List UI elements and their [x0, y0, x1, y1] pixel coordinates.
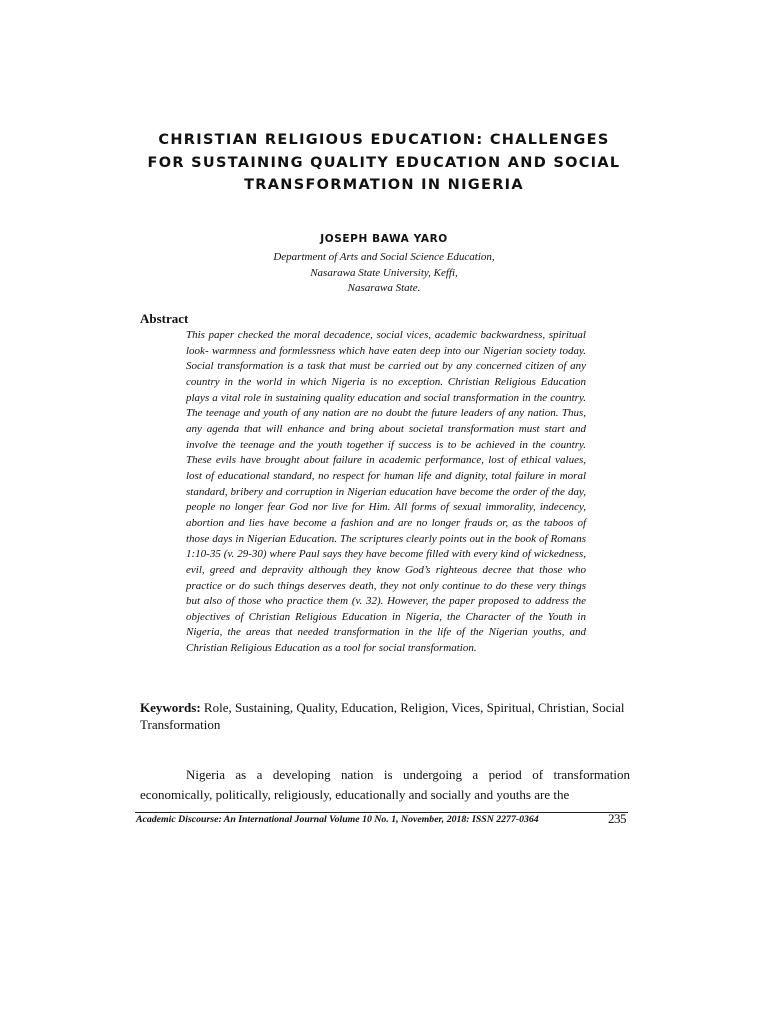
affiliation-line: Nasarawa State. — [347, 282, 421, 294]
affiliation-line: Nasarawa State University, Keffi, — [310, 266, 458, 279]
title-line: CHRISTIAN RELIGIOUS EDUCATION: CHALLENGES — [158, 132, 610, 148]
author-affiliation — [0, 250, 768, 297]
author-name: JOSEPH BAWA YARO — [320, 233, 448, 245]
footer-divider — [135, 812, 628, 813]
abstract-heading: Abstract — [140, 311, 189, 326]
title-line: FOR SUSTAINING QUALITY EDUCATION AND SOCIAL — [147, 154, 621, 171]
intro-paragraph: Nigeria as a developing nation is undergoing a period of transformation economically, politically, religiously, educationally and socially and youths are the — [140, 767, 630, 802]
keywords-list: Role, Sustaining, Quality, Education, Religion, Vices, Spiritual, Christian, Social Transformation — [140, 700, 625, 732]
keywords — [140, 699, 630, 733]
keywords-label: Keywords: — [140, 700, 201, 715]
journal-footer: Academic Discourse: An International Journal Volume 10 No. 1, November, 2018: ISSN 2277-0364 — [136, 814, 539, 825]
title-line: TRANSFORMATION IN NIGERIA — [244, 177, 524, 193]
affiliation-line: Department of Arts and Social Science Education, — [273, 251, 495, 263]
abstract-body: This paper checked the moral decadence, social vices, academic backwardness, spiritual look- warmness and formlessness which have eaten deep into our Nigerian society today. Social transformation is a task that must be carried out by any concerned citizen of any country in the world in which Nigeria is no exception. Christian Religious Education plays a vital role in sustaining quality education and social transformation in the country. The teenage and youth of any nation are no doubt the future leaders of any nation. Thus, any agenda that will enhance and bring about societal transformation must start and involve the teenage and the youth together if success is to be achieved in the country. These evils have brought about failure in academic performance, lost of ethical values, lost of educational standard, no respect for human life and dignity, total failure in moral standard, bribery and corruption in Nigerian education have become the order of the day, people no longer fear God nor live for Him. All forms of sexual immorality, indecency, abortion and lies have become a fashion and are no longer frauds or, as the taboos of those days in Nigerian Education. The scriptures clearly points out in the book of Romans 1:10-35 (v. 29-30) where Paul says they have become filled with every kind of wickedness, evil, greed and depravity although they know God’s righteous decree that those who practice or do such things deserves death, they not only continue to do these very things but also of those who practice them (v. 32). However, the paper proposed to address the objectives of Christian Religious Education in Nigeria, the Character of the Youth in Nigeria, the areas that needed transformation in the life of the Nigerian youths, and Christian Religious Education as a tool for social transformation. — [186, 329, 586, 655]
paper-title — [120, 129, 648, 197]
page-number: 235 — [608, 811, 626, 826]
